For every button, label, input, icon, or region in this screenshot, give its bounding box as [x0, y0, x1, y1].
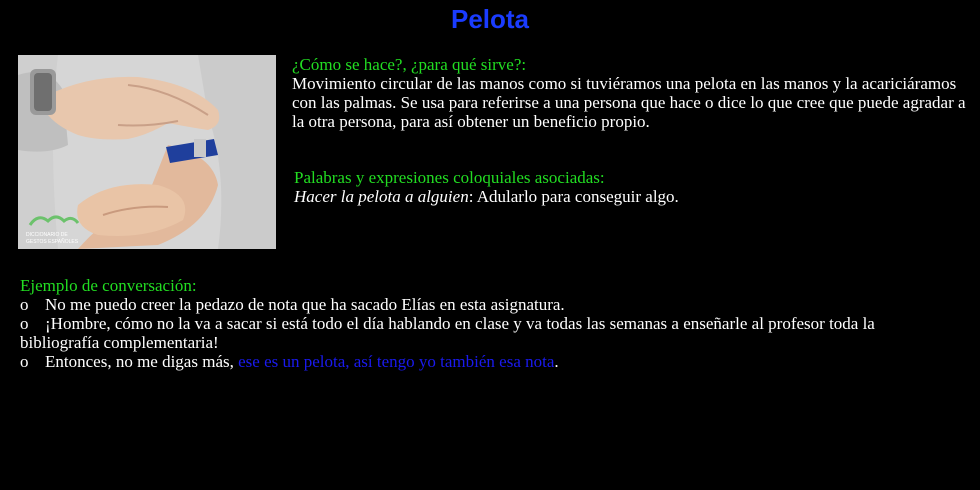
- how-section: [292, 55, 972, 131]
- phrase-meaning: Adularlo para conseguir algo.: [476, 187, 679, 206]
- example-line-3: [20, 352, 950, 371]
- example-line-2: [20, 314, 950, 352]
- phrase-expression: Hacer la pelota a alguien: [294, 187, 469, 206]
- bullet-marker: o: [20, 295, 29, 314]
- phrases-heading: Palabras y expresiones coloquiales asociadas:: [294, 168, 605, 187]
- phrase-entry: [294, 187, 974, 206]
- example-line-text: Entonces, no me digas más,: [45, 352, 239, 371]
- bullet-marker: o: [20, 352, 29, 371]
- phrase-separator: :: [468, 187, 477, 206]
- page-title: Pelota: [450, 4, 530, 34]
- phrases-section: [294, 168, 974, 206]
- example-line-text: No me puedo creer la pedazo de nota que ha sacado Elías en esta asignatura.: [45, 295, 565, 314]
- hands-illustration: [18, 55, 276, 249]
- logo-text-line1: DICCIONARIO DE: [26, 232, 68, 238]
- gesture-photo: [18, 55, 276, 249]
- how-description: Movimiento circular de las manos como si tuviéramos una pelota en las manos y la acariciáramos con las palmas. Se usa para referirse a una persona que hace o dice lo que cree que puede agradar a la otra persona, para así obtener un beneficio propio.: [292, 74, 966, 131]
- how-heading: ¿Cómo se hace?, ¿para qué sirve?:: [292, 55, 527, 74]
- example-line-end: .: [554, 352, 559, 371]
- bullet-marker: o: [20, 314, 29, 333]
- example-section: [20, 276, 950, 371]
- example-highlight: ese es un pelota, así tengo yo también esa nota: [238, 352, 555, 371]
- logo-text-line2: GESTOS ESPAÑOLES: [26, 239, 79, 245]
- example-heading: Ejemplo de conversación:: [20, 276, 197, 295]
- example-line-1: [20, 295, 950, 314]
- example-line-text: ¡Hombre, cómo no la va a sacar si está todo el día hablando en clase y va todas las semanas a enseñarle al profesor toda la bibliografía complementaria!: [20, 314, 875, 352]
